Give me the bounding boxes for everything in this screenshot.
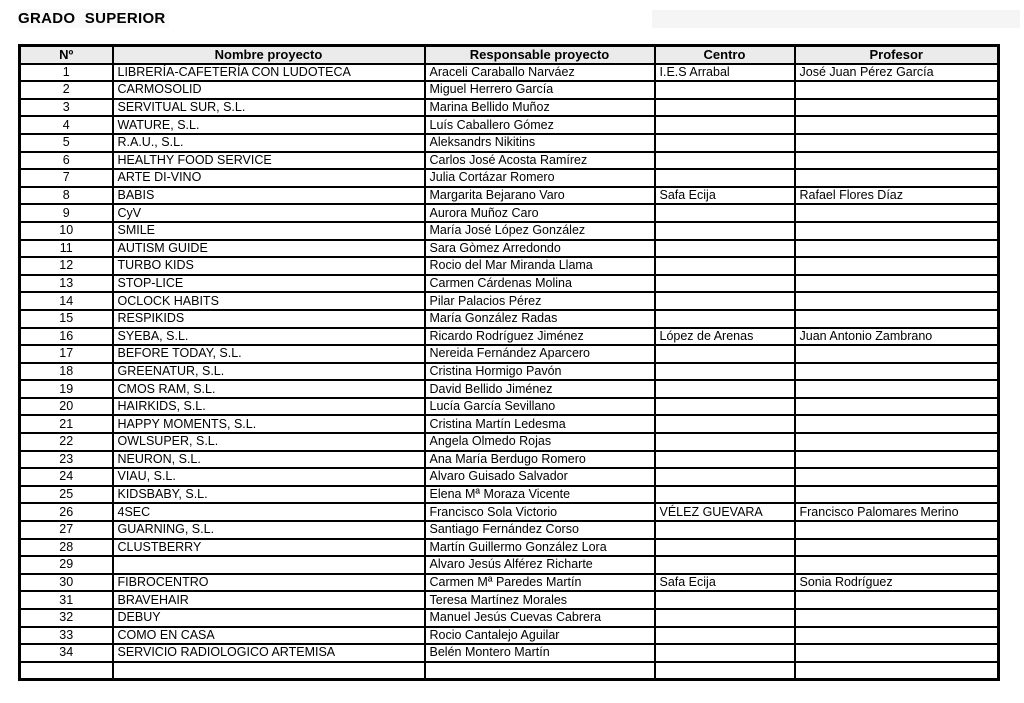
cell-numero: 4 [20,116,113,134]
cell-nombre: HEALTHY FOOD SERVICE [113,152,425,170]
table-row [20,363,999,381]
cell-profesor [795,240,999,258]
table-row [20,222,999,240]
cell-profesor [795,363,999,381]
cell-profesor [795,398,999,416]
table-row [20,310,999,328]
table-row [20,486,999,504]
cell-centro [655,345,795,363]
cell-centro [655,310,795,328]
cell-profesor [795,222,999,240]
table-row [20,257,999,275]
header-row [20,46,999,64]
cell-nombre: COMO EN CASA [113,627,425,645]
cell-centro [655,627,795,645]
cell-profesor [795,644,999,662]
table-row [20,81,999,99]
cell-responsable: María José López González [425,222,655,240]
cell-centro [655,257,795,275]
cell-nombre: R.A.U., S.L. [113,134,425,152]
cell-profesor: Sonia Rodríguez [795,574,999,592]
cell-centro [655,415,795,433]
cell-profesor [795,662,999,680]
table-row [20,662,999,680]
cell-numero: 2 [20,81,113,99]
cell-responsable: María González Radas [425,310,655,328]
cell-nombre: BRAVEHAIR [113,591,425,609]
cell-responsable: Margarita Bejarano Varo [425,187,655,205]
table-row [20,64,999,82]
table-row [20,451,999,469]
table-row [20,521,999,539]
cell-numero: 5 [20,134,113,152]
cell-profesor [795,468,999,486]
cell-responsable: Carmen Cárdenas Molina [425,275,655,293]
cell-profesor [795,99,999,117]
cell-numero: 18 [20,363,113,381]
cell-responsable: Lucía García Sevillano [425,398,655,416]
cell-nombre: VIAU, S.L. [113,468,425,486]
column-header-nombre: Nombre proyecto [113,46,425,64]
cell-responsable: Pilar Palacios Pérez [425,292,655,310]
cell-nombre: LIBRERÍA-CAFETERÍA CON LUDOTECA [113,64,425,82]
cell-numero: 30 [20,574,113,592]
cell-numero: 11 [20,240,113,258]
cell-responsable: Carmen Mª Paredes Martín [425,574,655,592]
cell-responsable: Carlos José Acosta Ramírez [425,152,655,170]
cell-centro [655,275,795,293]
cell-profesor: Rafael Flores Díaz [795,187,999,205]
cell-responsable: Marina Bellido Muñoz [425,99,655,117]
cell-centro [655,609,795,627]
cell-profesor [795,415,999,433]
cell-numero: 26 [20,503,113,521]
cell-responsable: Alvaro Guisado Salvador [425,468,655,486]
table-row [20,116,999,134]
cell-numero: 7 [20,169,113,187]
cell-centro: López de Arenas [655,328,795,346]
table-row [20,187,999,205]
cell-nombre: FIBROCENTRO [113,574,425,592]
cell-centro [655,556,795,574]
cell-nombre: DEBUY [113,609,425,627]
cell-nombre: STOP-LICE [113,275,425,293]
cell-responsable: Ricardo Rodríguez Jiménez [425,328,655,346]
cell-responsable: Ana María Berdugo Romero [425,451,655,469]
cell-centro [655,99,795,117]
cell-numero: 15 [20,310,113,328]
cell-centro [655,662,795,680]
cell-profesor: Juan Antonio Zambrano [795,328,999,346]
table-row [20,292,999,310]
cell-nombre: HAIRKIDS, S.L. [113,398,425,416]
cell-nombre: BABIS [113,187,425,205]
table-row [20,468,999,486]
cell-nombre: RESPIKIDS [113,310,425,328]
cell-nombre: SYEBA, S.L. [113,328,425,346]
cell-centro [655,521,795,539]
table-row [20,380,999,398]
cell-responsable: Angela Olmedo Rojas [425,433,655,451]
cell-responsable: Martín Guillermo González Lora [425,539,655,557]
cell-profesor [795,521,999,539]
cell-nombre: SERVITUAL SUR, S.L. [113,99,425,117]
cell-centro [655,363,795,381]
cell-profesor [795,152,999,170]
cell-nombre: TURBO KIDS [113,257,425,275]
cell-responsable: Cristina Martín Ledesma [425,415,655,433]
table-row [20,328,999,346]
cell-centro [655,292,795,310]
cell-numero: 8 [20,187,113,205]
cell-profesor [795,556,999,574]
cell-nombre: GUARNING, S.L. [113,521,425,539]
table-row [20,99,999,117]
cell-numero: 32 [20,609,113,627]
table-row [20,204,999,222]
table-row [20,503,999,521]
cell-profesor [795,345,999,363]
cell-numero [20,662,113,680]
cell-responsable: Alvaro Jesús Alférez Richarte [425,556,655,574]
cell-responsable: Nereida Fernández Aparcero [425,345,655,363]
column-header-centro: Centro [655,46,795,64]
cell-profesor [795,310,999,328]
cell-profesor [795,204,999,222]
cell-centro: Safa Ecija [655,187,795,205]
page-title: GRADO SUPERIOR [18,9,169,28]
cell-profesor: José Juan Pérez García [795,64,999,82]
table-row [20,591,999,609]
cell-centro [655,240,795,258]
cell-nombre: SERVICIO RADIOLOGICO ARTEMISA [113,644,425,662]
cell-responsable: Araceli Caraballo Narváez [425,64,655,82]
cell-responsable: Elena Mª Moraza Vicente [425,486,655,504]
table-row [20,240,999,258]
cell-numero: 19 [20,380,113,398]
cell-nombre: 4SEC [113,503,425,521]
column-header-profesor: Profesor [795,46,999,64]
cell-numero: 31 [20,591,113,609]
cell-responsable: David Bellido Jiménez [425,380,655,398]
cell-numero: 12 [20,257,113,275]
cell-responsable: Sara Gòmez Arredondo [425,240,655,258]
projects-table [18,44,1000,681]
cell-centro [655,539,795,557]
cell-centro [655,81,795,99]
cell-nombre: GREENATUR, S.L. [113,363,425,381]
cell-responsable: Rocio del Mar Miranda Llama [425,257,655,275]
cell-centro [655,433,795,451]
cell-numero: 1 [20,64,113,82]
cell-responsable: Teresa Martínez Morales [425,591,655,609]
cell-centro [655,380,795,398]
cell-numero: 14 [20,292,113,310]
cell-nombre: HAPPY MOMENTS, S.L. [113,415,425,433]
cell-centro [655,134,795,152]
cell-numero: 21 [20,415,113,433]
cell-nombre: AUTISM GUIDE [113,240,425,258]
cell-numero: 24 [20,468,113,486]
table-row [20,345,999,363]
cell-nombre: NEURON, S.L. [113,451,425,469]
cell-responsable: Julia Cortázar Romero [425,169,655,187]
table-row [20,574,999,592]
table-row [20,539,999,557]
cell-centro: Safa Ecija [655,574,795,592]
cell-centro [655,398,795,416]
cell-centro: VÉLEZ GUEVARA [655,503,795,521]
cell-numero: 27 [20,521,113,539]
column-header-responsable: Responsable proyecto [425,46,655,64]
cell-numero: 22 [20,433,113,451]
cell-profesor [795,134,999,152]
table-row [20,398,999,416]
cell-numero: 25 [20,486,113,504]
cell-responsable: Luís Caballero Gómez [425,116,655,134]
cell-numero: 13 [20,275,113,293]
cell-nombre: WATURE, S.L. [113,116,425,134]
cell-profesor [795,380,999,398]
cell-responsable: Rocio Cantalejo Aguilar [425,627,655,645]
cell-numero: 33 [20,627,113,645]
cell-responsable: Cristina Hormigo Pavón [425,363,655,381]
column-header-numero: Nº [20,46,113,64]
cell-profesor [795,591,999,609]
cell-nombre: OWLSUPER, S.L. [113,433,425,451]
cell-responsable: Belén Montero Martín [425,644,655,662]
table-row [20,433,999,451]
cell-centro [655,468,795,486]
cell-nombre: BEFORE TODAY, S.L. [113,345,425,363]
cell-responsable [425,662,655,680]
table-row [20,627,999,645]
cell-responsable: Miguel Herrero García [425,81,655,99]
cell-nombre: SMILE [113,222,425,240]
cell-nombre: CMOS RAM, S.L. [113,380,425,398]
cell-numero: 20 [20,398,113,416]
cell-nombre: CLUSTBERRY [113,539,425,557]
cell-responsable: Santiago Fernández Corso [425,521,655,539]
empty-highlight-box [652,10,1020,28]
cell-profesor [795,609,999,627]
cell-nombre: KIDSBABY, S.L. [113,486,425,504]
cell-centro [655,486,795,504]
cell-responsable: Manuel Jesús Cuevas Cabrera [425,609,655,627]
cell-nombre: CyV [113,204,425,222]
cell-centro [655,591,795,609]
cell-numero: 28 [20,539,113,557]
cell-centro [655,451,795,469]
cell-centro [655,116,795,134]
cell-centro [655,204,795,222]
cell-nombre: CARMOSOLID [113,81,425,99]
table-row [20,415,999,433]
table-row [20,134,999,152]
cell-numero: 23 [20,451,113,469]
cell-numero: 16 [20,328,113,346]
cell-nombre [113,556,425,574]
cell-profesor [795,627,999,645]
cell-numero: 17 [20,345,113,363]
cell-profesor [795,169,999,187]
cell-responsable: Aleksandrs Nikitins [425,134,655,152]
cell-centro [655,169,795,187]
cell-profesor [795,486,999,504]
cell-profesor [795,257,999,275]
cell-centro [655,222,795,240]
cell-centro: I.E.S Arrabal [655,64,795,82]
cell-profesor [795,539,999,557]
table-row [20,556,999,574]
cell-nombre: OCLOCK HABITS [113,292,425,310]
table-row [20,275,999,293]
cell-numero: 10 [20,222,113,240]
cell-numero: 9 [20,204,113,222]
cell-profesor [795,433,999,451]
table-row [20,609,999,627]
cell-profesor [795,81,999,99]
cell-profesor [795,292,999,310]
cell-profesor [795,116,999,134]
cell-profesor [795,275,999,293]
cell-nombre [113,662,425,680]
cell-centro [655,152,795,170]
cell-numero: 3 [20,99,113,117]
cell-numero: 6 [20,152,113,170]
cell-responsable: Aurora Muñoz Caro [425,204,655,222]
cell-numero: 34 [20,644,113,662]
table-row [20,169,999,187]
table-row [20,152,999,170]
cell-numero: 29 [20,556,113,574]
table-row [20,644,999,662]
cell-nombre: ARTE DI-VINO [113,169,425,187]
cell-profesor [795,451,999,469]
cell-responsable: Francisco Sola Victorio [425,503,655,521]
cell-profesor: Francisco Palomares Merino [795,503,999,521]
cell-centro [655,644,795,662]
